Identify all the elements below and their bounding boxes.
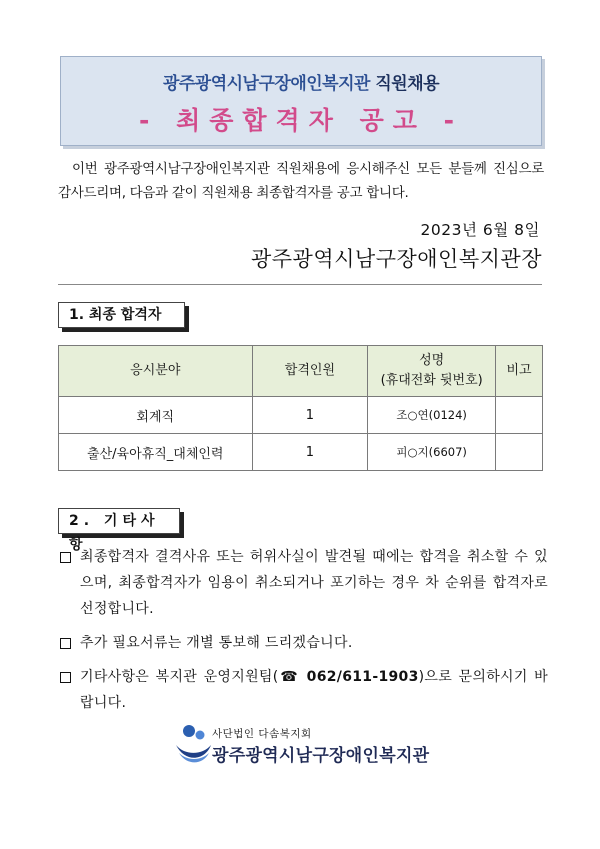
table-header-row [59,346,543,397]
cell-note [496,397,543,434]
cell-field: 출산/육아휴직_대체인력 [59,434,253,471]
list-item [58,544,548,622]
header-name [368,346,496,397]
logo-org-text: 사단법인 다솜복지회 [212,728,312,740]
divider [58,284,542,285]
title-suffix: 직원채용 [375,74,440,94]
intro-paragraph: 이번 광주광역시남구장애인복지관 직원채용에 응시해주신 모든 분들께 진심으로 감사드리며, 다음과 같이 직원채용 최종합격자를 공고 합니다. [58,161,544,201]
note-text: 추가 필요서류는 개별 통보해 드리겠습니다. [80,635,353,651]
contact-phone: ☎ 062/611-1903 [278,669,419,685]
checkbox-bullet-icon [60,672,71,683]
title-box [60,56,542,146]
contact-before: 기타사항은 복지관 운영지원팀( [80,669,279,685]
table-row [59,397,543,434]
list-item [58,664,548,716]
header-count: 합격인원 [252,346,368,397]
document-title [61,69,541,94]
announcement-date: 2023년 6월 8일 [420,221,540,239]
cell-name: 조○연(0124) [368,397,496,434]
notes-list [58,544,548,724]
header-note: 비고 [496,346,543,397]
organization-logo-icon [173,723,213,768]
results-table [58,345,543,471]
cell-count: 1 [252,434,368,471]
signer: 광주광역시남구장애인복지관장 [250,247,542,271]
header-name-sub: (휴대전화 뒷번호) [380,373,483,388]
header-field: 응시분야 [59,346,253,397]
checkbox-bullet-icon [60,552,71,563]
list-item [58,630,548,656]
title-org: 광주광역시남구장애인복지관 [162,74,370,94]
cell-field: 회계직 [59,397,253,434]
cell-count: 1 [252,397,368,434]
cell-name: 피○지(6607) [368,434,496,471]
cell-note [496,434,543,471]
note-text: 최종합격자 결격사유 또는 허위사실이 발견될 때에는 합격을 취소할 수 있으며, 최종합격자가 임용이 취소되거나 포기하는 경우 차 순위를 합격자로 선정합니다. [80,549,548,617]
table-row [59,434,543,471]
header-name-label: 성명 [419,353,445,368]
section1-heading: 1. 최종 합격자 [58,302,185,328]
section2-heading: 2. 기타사항 [58,508,180,534]
contact-after: )으로 문의하시기 바랍니다. [80,669,548,711]
checkbox-bullet-icon [60,638,71,649]
document-subtitle: - 최종합격자 공고 - [139,106,463,135]
logo-name-text: 광주광역시남구장애인복지관 [212,746,430,766]
